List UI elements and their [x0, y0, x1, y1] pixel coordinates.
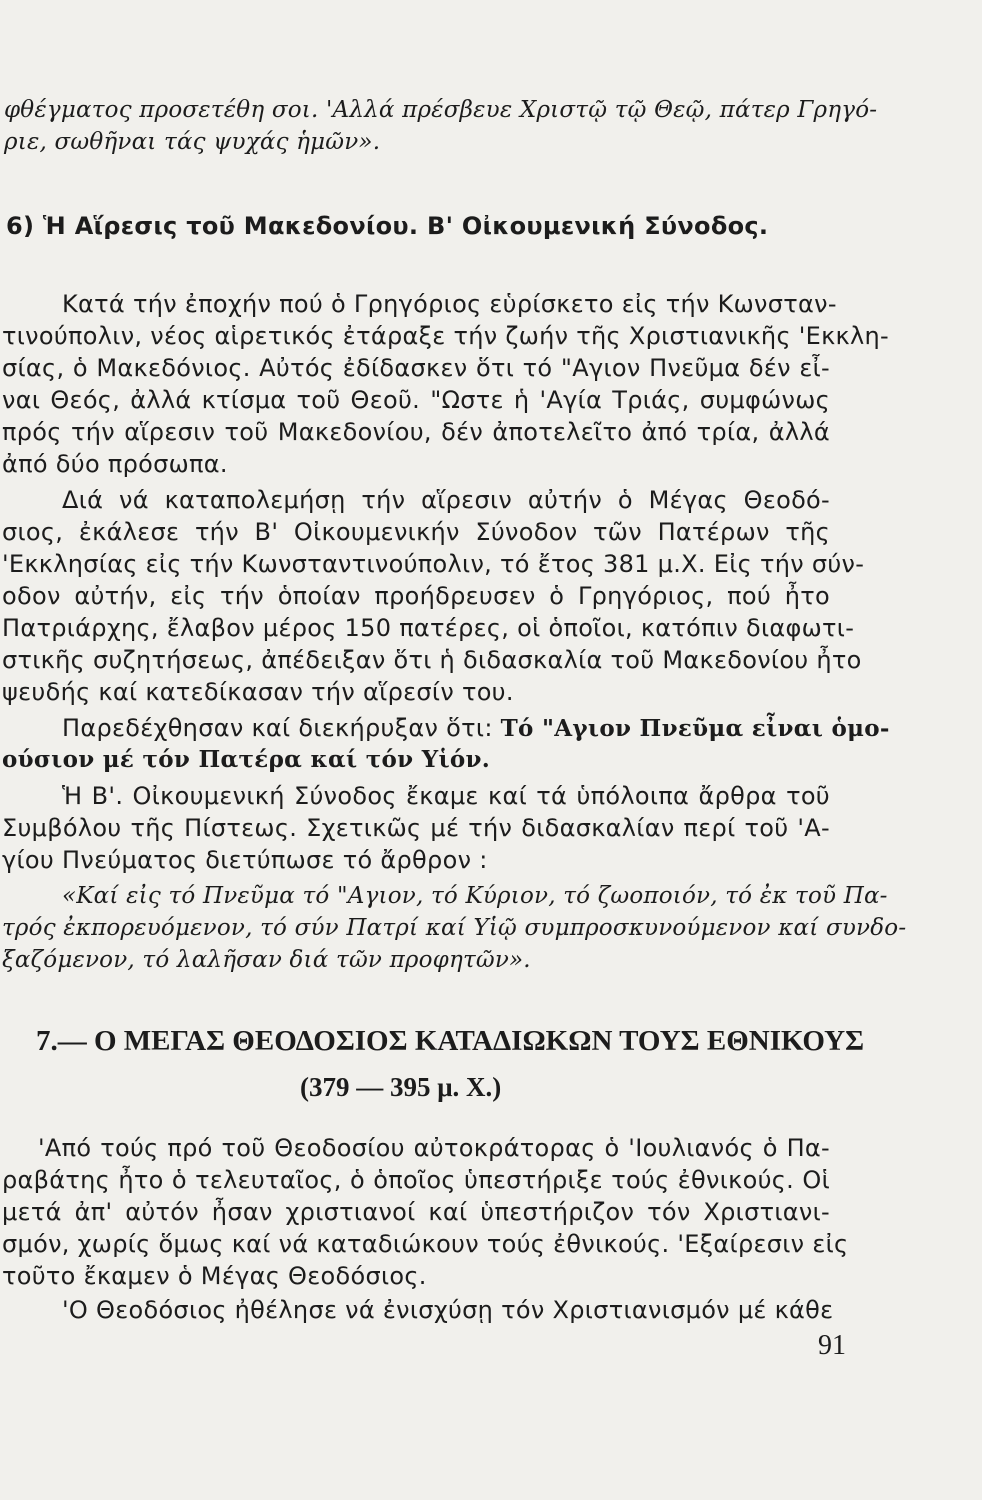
- text-line: Διά νά καταπολεμήσῃ τήν αἵρεσιν αὐτήν ὁ Μέγας Θεοδό-: [62, 486, 830, 514]
- text-line: ἀπό δύο πρόσωπα.: [2, 450, 228, 478]
- text-line: Κατά τήν ἐποχήν πού ὁ Γρηγόριος εὑρίσκετο εἰς τήν Κωνσταν-: [62, 290, 837, 318]
- text-line: 'Από τούς πρό τοῦ Θεοδοσίου αὐτοκράτορας ὁ 'Ιουλιανός ὁ Πα-: [38, 1134, 830, 1162]
- text-line: γίου Πνεύματος διετύπωσε τό ἄρθρον :: [2, 846, 488, 874]
- text-line: 'Ο Θεοδόσιος ἠθέλησε νά ἐνισχύσῃ τόν Χριστιανισμόν μέ κάθε: [62, 1296, 834, 1324]
- text-line: σμόν, χωρίς ὅμως καί νά καταδιώκουν τούς ἐθνικούς. 'Εξαίρεσιν εἰς: [2, 1230, 849, 1258]
- text-line: σιος, ἐκάλεσε τήν Β' Οἰκουμενικήν Σύνοδον τῶν Πατέρων τῆς: [2, 518, 830, 546]
- text-line: ναι Θεός, ἀλλά κτίσμα τοῦ Θεοῦ. "Ωστε ἡ 'Αγία Τριάς, συμφώνως: [2, 386, 830, 414]
- emphasis-span: Τό "Αγιον Πνεῦμα εἶναι ὁμο-: [500, 715, 890, 742]
- text-line: μετά ἀπ' αὐτόν ἦσαν χριστιανοί καί ὑπεστήριζον τόν Χριστιανι-: [2, 1198, 830, 1226]
- text-line: [62, 712, 892, 745]
- text-line: Πατριάρχης, ἔλαβον μέρος 150 πατέρες, οἱ ὁποῖοι, κατόπιν διαφωτι-: [2, 614, 855, 642]
- text-line: 'Εκκλησίας εἰς τήν Κωνσταντινούπολιν, τό ἔτος 381 μ.Χ. Εἰς τήν σύν-: [2, 550, 865, 578]
- text-line: Ἡ Β'. Οἰκουμενική Σύνοδος ἔκαμε καί τά ὑπόλοιπα ἄρθρα τοῦ: [62, 782, 830, 810]
- quote-line: «Καί εἰς τό Πνεῦμα τό "Αγιον, τό Κύριον, τό ζωοποιόν, τό ἐκ τοῦ Πα-: [62, 883, 888, 909]
- text-line: ριε, σωθῆναι τάς ψυχάς ἡμῶν».: [4, 129, 381, 155]
- text-line: Συμβόλου τῆς Πίστεως. Σχετικῶς μέ τήν διδασκαλίαν περί τοῦ 'Α-: [2, 814, 830, 842]
- quote-line: τρός ἐκπορευόμενον, τό σύν Πατρί καί Υἱῷ συμπροσκυνούμενον καί συνδο-: [2, 915, 907, 941]
- text-line: στικῆς συζητήσεως, ἀπέδειξαν ὅτι ἡ διδασκαλία τοῦ Μακεδονίου ἦτο: [2, 646, 862, 674]
- page-number: 91: [818, 1330, 846, 1361]
- text-line: οδον αὐτήν, εἰς τήν ὁποίαν προήδρευσεν ὁ Γρηγόριος, πού ἦτο: [2, 582, 830, 610]
- section-6-heading: 6) Ἡ Αἵρεσις τοῦ Μακεδονίου. Β' Οἰκουμενική Σύνοδος.: [6, 212, 769, 240]
- section-7-dates: (379 — 395 μ. Χ.): [300, 1072, 502, 1102]
- text-line: σίας, ὁ Μακεδόνιος. Αὐτός ἐδίδασκεν ὅτι τό "Αγιον Πνεῦμα δέν εἶ-: [2, 354, 830, 382]
- quote-line: ξαζόμενον, τό λαλῆσαν διά τῶν προφητῶν».: [2, 947, 531, 973]
- text-span: Παρεδέχθησαν καί διεκήρυξαν ὅτι:: [62, 714, 501, 742]
- text-line: τοῦτο ἔκαμεν ὁ Μέγας Θεοδόσιος.: [2, 1262, 427, 1290]
- text-line: ραβάτης ἦτο ὁ τελευταῖος, ὁ ὁποῖος ὑπεστήριξε τούς ἐθνικούς. Οἱ: [2, 1166, 830, 1194]
- text-line: ψευδής καί κατεδίκασαν τήν αἵρεσίν του.: [2, 678, 514, 706]
- text-line: πρός τήν αἵρεσιν τοῦ Μακεδονίου, δέν ἀποτελεῖτο ἀπό τρία, ἀλλά: [2, 418, 830, 446]
- text-line: φθέγματος προσετέθη σοι. 'Αλλά πρέσβευε Χριστῷ τῷ Θεῷ, πάτερ Γρηγό-: [4, 97, 878, 123]
- text-line: τινούπολιν, νέος αἱρετικός ἐτάραξε τήν ζωήν τῆς Χριστιανικῆς 'Εκκλη-: [2, 322, 889, 350]
- section-7-heading: 7.— Ο ΜΕΓΑΣ ΘΕΟΔΟΣΙΟΣ ΚΑΤΑΔΙΩΚΩΝ ΤΟΥΣ ΕΘΝΙΚΟΥΣ: [36, 1025, 865, 1057]
- emphasis-line: ούσιον μέ τόν Πατέρα καί τόν Υἱόν.: [2, 746, 491, 773]
